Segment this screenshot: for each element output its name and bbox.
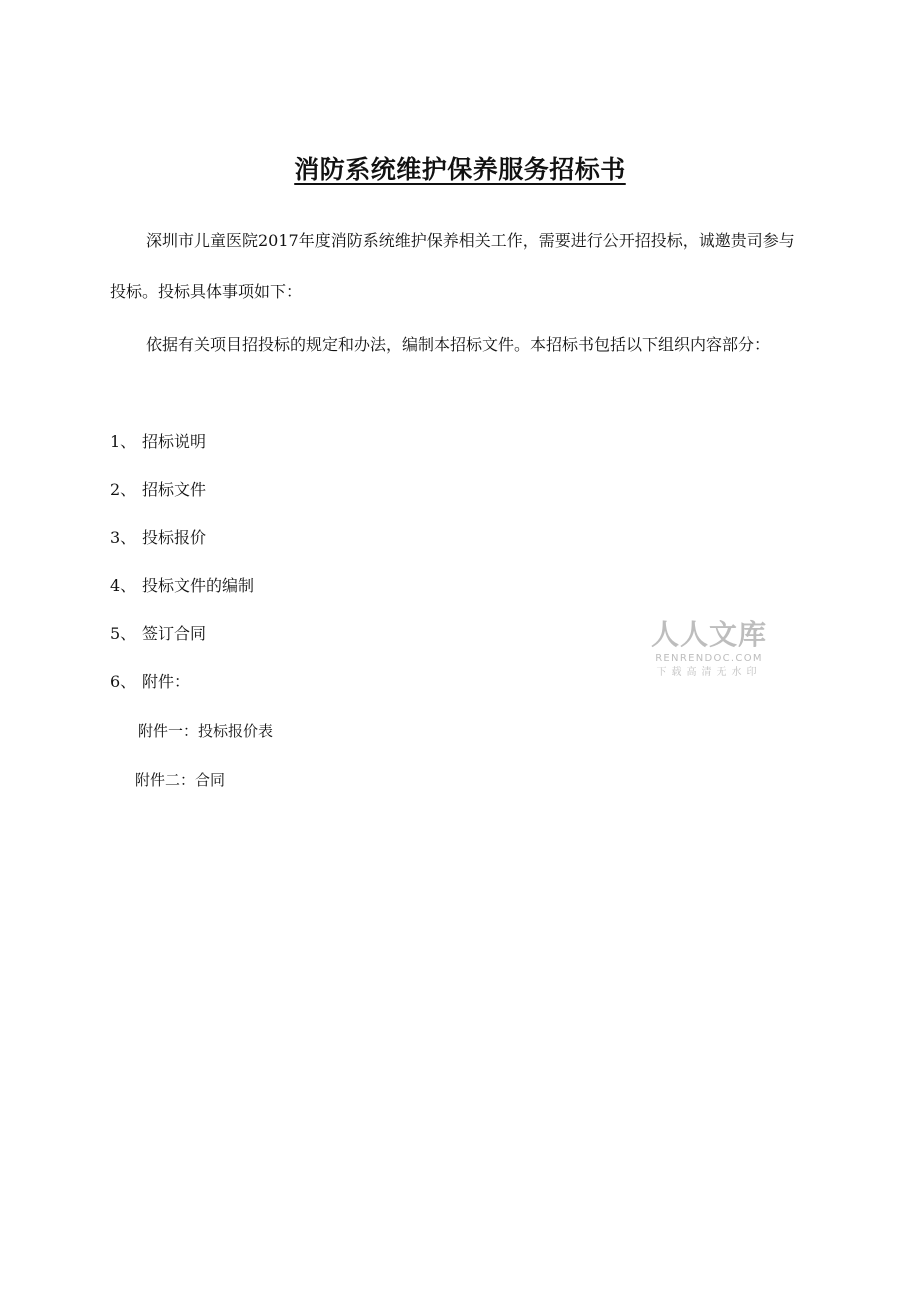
list-item	[110, 562, 254, 610]
item-number: 1、	[110, 432, 137, 451]
item-number: 6、	[110, 672, 137, 691]
item-number: 2、	[110, 480, 137, 499]
watermark-logo	[646, 618, 772, 680]
list-item	[110, 466, 254, 514]
list-item	[110, 658, 254, 706]
attachment-2: 附件二：合同	[135, 771, 226, 789]
item-number: 5、	[110, 624, 137, 643]
watermark-slogan: 下载高清无水印	[656, 667, 762, 678]
item-text: 投标报价	[142, 528, 207, 547]
contents-list	[110, 418, 254, 706]
attachment-1: 附件一：投标报价表	[138, 722, 274, 740]
item-text: 投标文件的编制	[142, 576, 255, 595]
item-text: 签订合同	[142, 624, 207, 643]
list-item	[110, 610, 254, 658]
item-number: 4、	[110, 576, 137, 595]
scope-paragraph: 依据有关项目招投标的规定和办法，编制本招标文件。本招标书包括以下组织内容部分：	[146, 335, 771, 354]
item-number: 3、	[110, 528, 137, 547]
intro-paragraph: 深圳市儿童医院2017年度消防系统维护保养相关工作，需要进行公开招投标，诚邀贵司参与投标。投标具体事项如下：	[110, 231, 795, 301]
list-item	[110, 418, 254, 466]
watermark-url: RENRENDOC.COM	[655, 653, 763, 664]
item-text: 附件：	[142, 672, 191, 691]
document-title: 消防系统维护保养服务招标书	[294, 155, 626, 184]
watermark-name: 人人文库	[650, 618, 767, 651]
list-item	[110, 514, 254, 562]
item-text: 招标说明	[142, 432, 207, 451]
item-text: 招标文件	[142, 480, 207, 499]
